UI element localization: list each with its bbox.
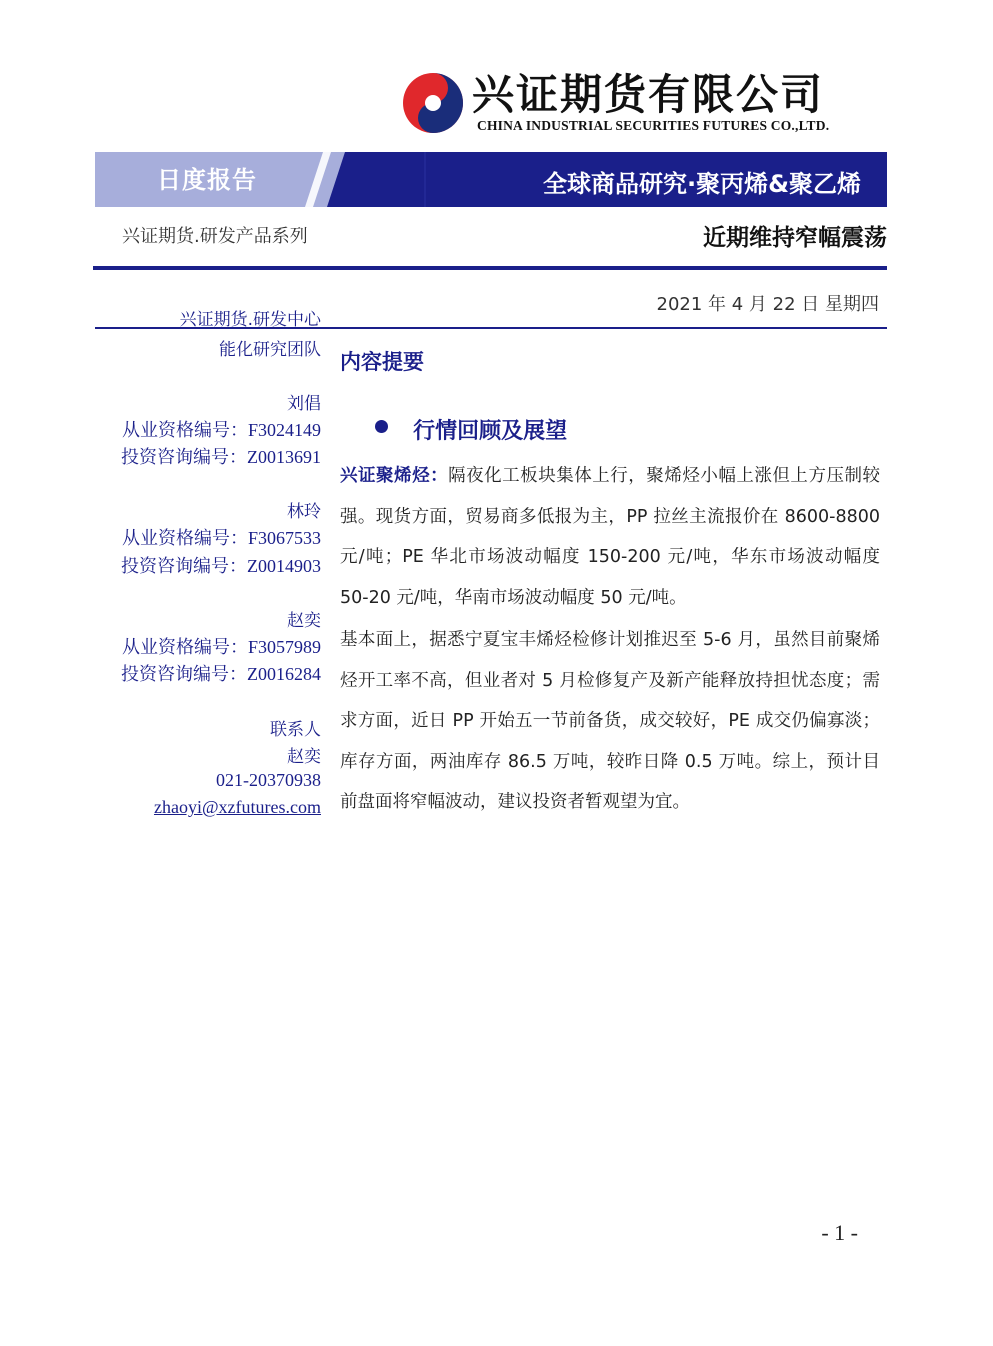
contact-phone: 021-20370938 [216,770,321,790]
company-name-cn: 兴证期货有限公司 [472,70,825,119]
product-series: 兴证期货.研发产品系列 [122,226,308,247]
report-banner [95,152,887,207]
paragraph-text: 隔夜化工板块集体上行，聚烯烃小幅上涨但上方压制较强。现货方面，贸易商多低报为主，PP 拉丝主流报价在 8600-8800 元/吨；PE 华北市场波动幅度 150-200 元/吨，华东市场波动幅度 50-20 元/吨，华南市场波动幅度 50 元/吨。 [340,466,881,608]
contact-label: 联系人 [270,720,321,740]
page-number: - 1 - [821,1220,858,1245]
analyst-name: 赵奕 [287,611,321,631]
analyst-qualification: 从业资格编号：F3057989 [121,637,321,657]
bullet-heading-text: 行情回顾及展望 [413,419,568,444]
analyst-qualification: 从业资格编号：F3024149 [121,420,321,440]
contact-email-wrapper [154,797,321,818]
report-headline: 近期维持窄幅震荡 [703,225,887,251]
contact-email-link[interactable]: zhaoyi@xzfutures.com [153,797,321,817]
report-date: 2021 年 4 月 22 日 星期四 [656,294,879,315]
section-title: 内容提要 [340,350,424,374]
analyst-consult-id: 投资咨询编号：Z0014903 [121,556,321,576]
analyst-consult-id: 投资咨询编号：Z0013691 [121,447,321,467]
research-team: 能化研究团队 [219,340,321,360]
company-logo [402,70,872,140]
header-divider [93,266,887,270]
analyst-name: 林玲 [287,502,321,522]
contact-name: 赵奕 [287,747,321,767]
bullet-dot-icon [375,420,388,433]
research-dept: 兴证期货.研发中心 [179,310,321,330]
paragraph-label: 兴证聚烯烃： [340,466,449,486]
company-name-en: CHINA INDUSTRIAL SECURITIES FUTURES CO.,LTD. [477,118,830,133]
company-logo-icon [402,72,464,134]
summary-paragraph-2 [340,620,880,823]
bullet-heading [375,414,567,445]
summary-paragraph-1 [340,456,880,618]
analyst-consult-id: 投资咨询编号：Z0016284 [121,664,321,684]
report-category-label: 全球商品研究·聚丙烯&聚乙烯 [542,170,861,198]
report-type-label: 日度报告 [157,166,257,194]
analyst-name: 刘倡 [287,394,321,414]
analyst-qualification: 从业资格编号：F3067533 [121,528,321,548]
paragraph-text: 基本面上，据悉宁夏宝丰烯烃检修计划推迟至 5-6 月，虽然目前聚烯烃开工率不高，但业者对 5 月检修复产及新产能释放持担忧态度；需求方面，近日 PP 开始五一节前备货，成交较好，PE 成交仍偏寡淡；库存方面，两油库存 86.5 万吨，较昨日降 0.5 万吨。综上，预计目前盘面将窄幅波动，建议投资者暂观望为宜。 [340,630,880,812]
